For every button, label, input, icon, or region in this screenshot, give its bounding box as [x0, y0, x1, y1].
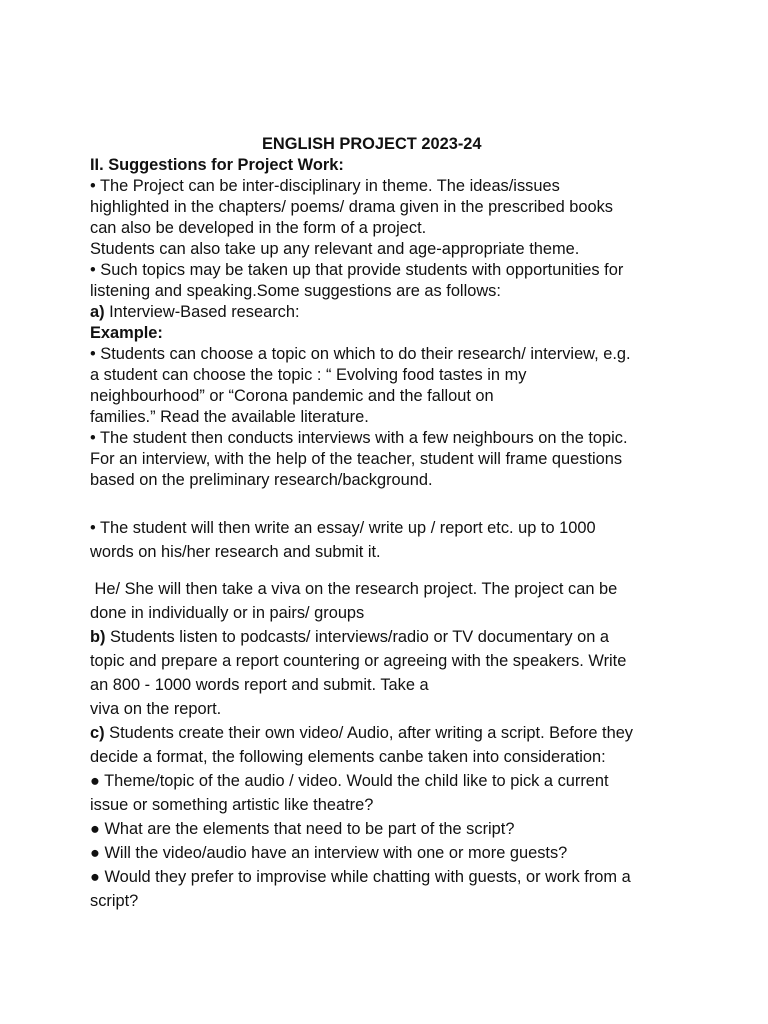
paragraph-line: done in individually or in pairs/ groups: [90, 604, 365, 622]
paragraph-line: based on the preliminary research/background.: [90, 471, 433, 489]
paragraph-line: • The Project can be inter-disciplinary in theme. The ideas/issues: [90, 177, 560, 195]
paragraph-line: highlighted in the chapters/ poems/ drama given in the prescribed books: [90, 198, 613, 216]
paragraph-line: viva on the report.: [90, 700, 222, 718]
paragraph-line: • Such topics may be taken up that provide students with opportunities for: [90, 261, 624, 279]
bullet-line: issue or something artistic like theatre?: [90, 796, 374, 814]
document-title: ENGLISH PROJECT 2023-24: [262, 135, 482, 153]
bullet-line: script?: [90, 892, 139, 910]
paragraph-line: topic and prepare a report countering or agreeing with the speakers. Write: [90, 652, 627, 670]
paragraph-line: Students can also take up any relevant and age-appropriate theme.: [90, 240, 580, 258]
paragraph-line: • The student will then write an essay/ write up / report etc. up to 1000: [90, 519, 596, 537]
item-c-text: Students create their own video/ Audio, after writing a script. Before they: [104, 724, 633, 742]
paragraph-line: He/ She will then take a viva on the research project. The project can be: [90, 580, 618, 598]
paragraph-line: an 800 - 1000 words report and submit. Take a: [90, 676, 429, 694]
item-a-text: Interview-Based research:: [104, 303, 300, 321]
example-label: Example:: [90, 324, 163, 342]
bullet-line: ● What are the elements that need to be part of the script?: [90, 820, 515, 838]
paragraph-line: For an interview, with the help of the teacher, student will frame questions: [90, 450, 623, 468]
item-a-line: [90, 302, 300, 323]
paragraph-line: families.” Read the available literature.: [90, 408, 369, 426]
item-b-text: Students listen to podcasts/ interviews/radio or TV documentary on a: [105, 628, 610, 646]
paragraph-line: • The student then conducts interviews with a few neighbours on the topic.: [90, 429, 628, 447]
paragraph-line: • Students can choose a topic on which to do their research/ interview, e.g.: [90, 345, 631, 363]
bullet-line: ● Would they prefer to improvise while chatting with guests, or work from a: [90, 868, 631, 886]
paragraph-line: listening and speaking.Some suggestions are as follows:: [90, 282, 501, 300]
bullet-line: ● Will the video/audio have an interview with one or more guests?: [90, 844, 568, 862]
item-b-line: [90, 627, 609, 648]
item-c-line: [90, 723, 633, 744]
section-heading: II. Suggestions for Project Work:: [90, 156, 344, 174]
bullet-line: ● Theme/topic of the audio / video. Would the child like to pick a current: [90, 772, 609, 790]
paragraph-line: a student can choose the topic : “ Evolving food tastes in my: [90, 366, 527, 384]
paragraph-line: can also be developed in the form of a project.: [90, 219, 427, 237]
item-c-marker: c): [90, 724, 105, 742]
paragraph-line: decide a format, the following elements canbe taken into consideration:: [90, 748, 606, 766]
item-b-marker: b): [90, 628, 106, 646]
paragraph-line: words on his/her research and submit it.: [90, 543, 381, 561]
item-a-marker: a): [90, 303, 105, 321]
paragraph-line: neighbourhood” or “Corona pandemic and the fallout on: [90, 387, 494, 405]
